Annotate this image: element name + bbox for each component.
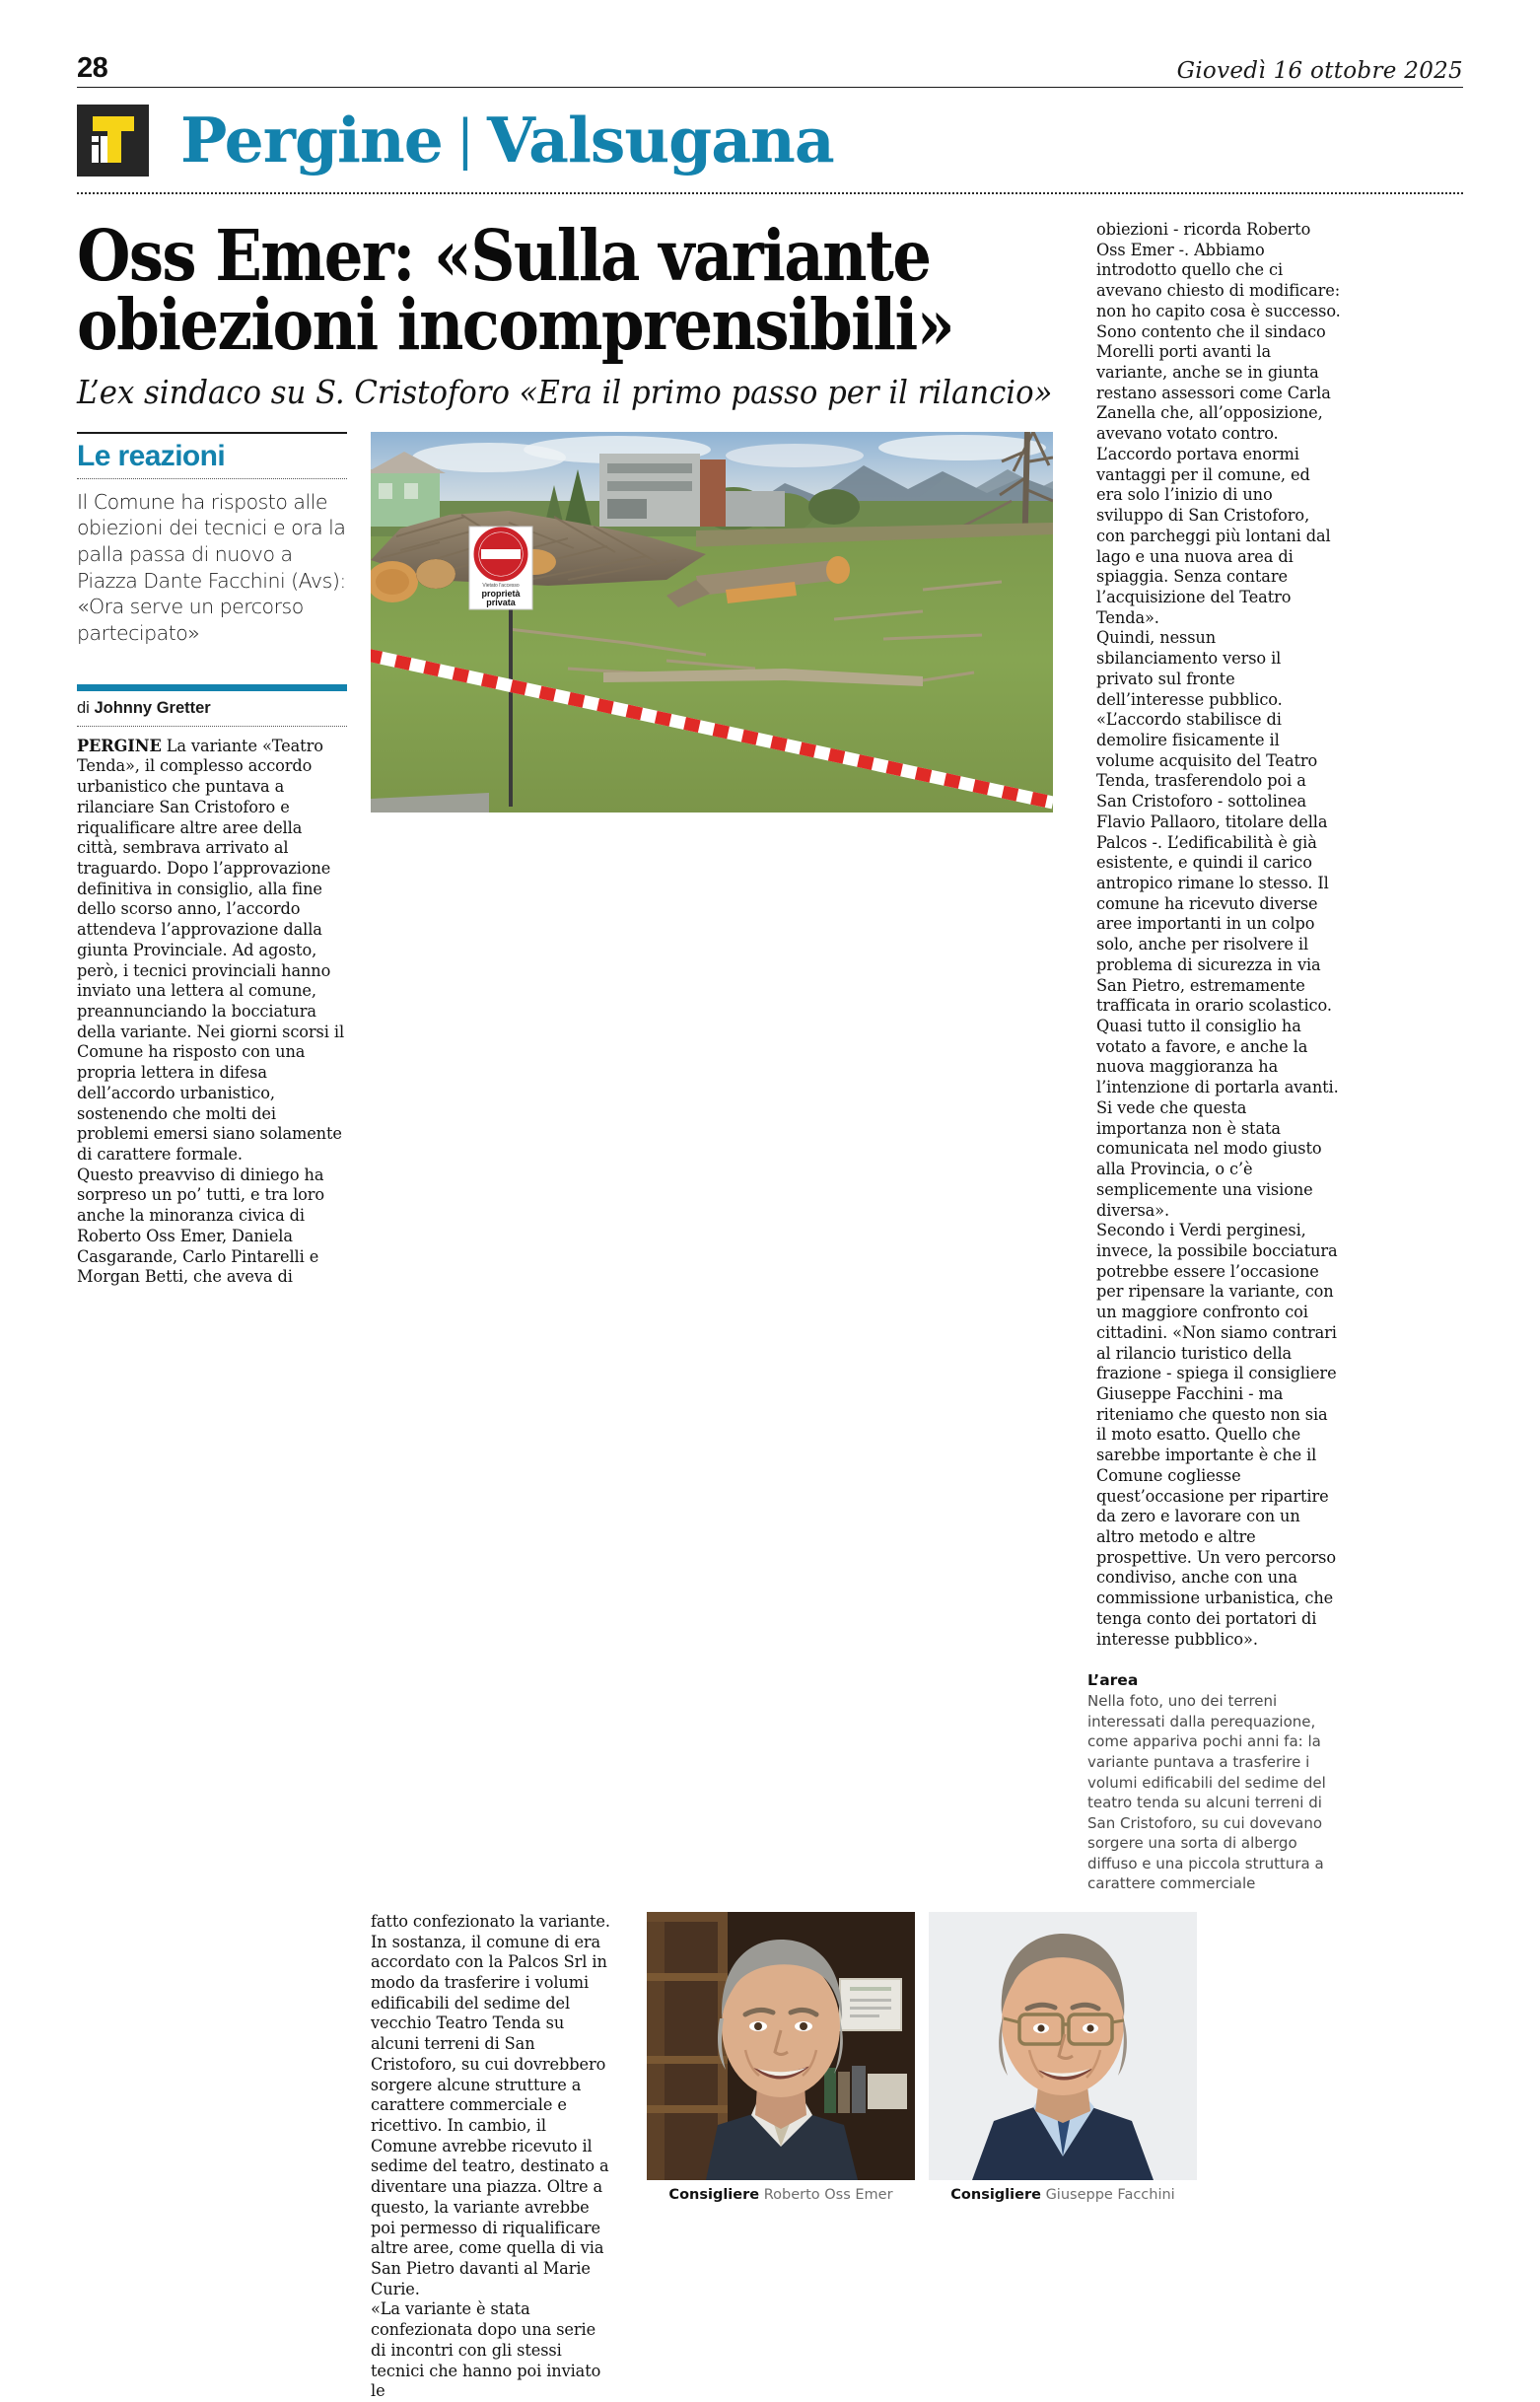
paragraph: Quindi, nessun sbilanciamento verso il privato sul fronte dell’interesse pubblico. «L’accordo stabilisce di demolire fisicamente il volume acquisito del Teatro Tenda, trasferendolo poi a San Cristoforo - sottolinea Flavio Pallaoro, titolare della Palcos -. L’edificabilità è già esistente, e quindi il carico antropico rimane lo stesso. Il comune ha ricevuto diverse aree importanti in un colpo solo, anche per risolvere il problema di sicurezza in via San Pietro, estremamente trafficata in orario scolastico. Quasi tutto il consiglio ha votato a favore, e anche la nuova maggioranza ha l’intenzione di portarla avanti. Si vede che questa importanza non è stata comunicata nel modo giusto alla Provincia, o c’è semplicemente una visione diversa». (1096, 628, 1339, 1221)
portrait-caption (929, 2187, 1197, 2203)
paragraph: fatto confezionato la variante. In sostanza, il comune di era accordato con la Palcos Srl in modo da trasferire i volumi edificabili del sedime del vecchio Teatro Tenda su alcuni terreni di San Cristoforo, su cui dovrebbero sorgere alcune strutture a carattere commerciale e ricettivo. In cambio, il Comune avrebbe ricevuto il sedime del teatro, destinato a diventare una piazza. Oltre a questo, la variante avrebbe poi permesso di riqualificare altre aree, come quella di via San Pietro davanti al Marie Curie. (371, 1911, 610, 2299)
headline-line-1: Oss Emer: «Sulla variante (77, 214, 931, 297)
page-number: 28 (77, 52, 108, 84)
issue-date: Giovedì 16 ottobre 2025 (1176, 58, 1463, 84)
paragraph: «La variante è stata confezionata dopo una serie di incontri con gli stessi tecnici che hanno poi inviato le (371, 2299, 601, 2402)
portrait-role: Consigliere (668, 2186, 760, 2203)
sign-line-3: privata (486, 597, 516, 607)
paragraph: Questo preavviso di diniego ha sorpreso un po’ tutti, e tra loro anche la minoranza civica di Roberto Oss Emer, Daniela Casgarande, Carlo Pintarelli e Morgan Betti, che aveva di (77, 1165, 325, 1288)
byline-dotted-rule (77, 726, 347, 727)
column-left-text (77, 737, 347, 1288)
kicker-dotted-rule (77, 478, 347, 479)
photo-caption-text: Nella foto, uno dei terreni interessati dalla perequazione, come appariva pochi anni fa: la variante puntava a trasferire i volumi edificabili del sedime del teatro tenda su alcuni terreni di San Cristoforo, su cui dovevano sorgere una sorta di albergo diffuso e una piccola struttura a carattere commerciale (1087, 1692, 1326, 1893)
column-center-text (371, 1912, 615, 2402)
byline (77, 699, 347, 718)
section-name-primary: Pergine (180, 104, 443, 177)
page-title (77, 214, 1071, 366)
masthead-top-bar (77, 0, 1463, 88)
dateline: PERGINE (77, 736, 162, 756)
paragraph-text: La variante «Teatro Tenda», il complesso accordo urbanistico che puntava a rilanciare San Cristoforo e riqualificare altre aree della città, sembrava arrivato al traguardo. Dopo l’approvazione definitiva in consiglio, alla fine dello scorso anno, l’accordo attendeva l’approvazione dalla giunta Provinciale. Ad agosto, però, i tecnici provinciali hanno inviato una lettera al comune, preannunciando la bocciatura della variante. Nei giorni scorsi il Comune ha risposto con una propria lettera in difesa dell’accordo urbanistico, sostenendo che molti dei problemi emersi siano solamente di carattere formale. (77, 736, 345, 1165)
column-center (371, 410, 1053, 1288)
kicker-top-rule (77, 432, 347, 434)
sign-line-1: Vietato l'accesso (482, 582, 520, 589)
sign-line-2: proprietà (481, 588, 521, 599)
main-photo (371, 432, 1053, 812)
section-separator-icon: | (455, 108, 474, 171)
portrait-name: Giuseppe Facchini (1045, 2186, 1175, 2203)
masthead-section-bar (77, 88, 1463, 192)
paragraph: Secondo i Verdi perginesi, invece, la possibile bocciatura potrebbe essere l’occasione per ripensare la variante, con un maggiore confronto coi cittadini. «Non siamo contrari al rilancio turistico della frazione - spiega il consigliere Giuseppe Facchini - ma riteniamo che questo non sia il moto esatto. Quello che sarebbe importante è che il Comune cogliesse quest’occasione per ripartire da zero e lavorare con un altro metodo e altre prospettive. Un vero percorso condiviso, anche con una commissione urbanistica, che tenga conto dei portatori di interesse pubblico». (1096, 1221, 1338, 1650)
headline-line-2: obiezioni incomprensibili» (77, 282, 954, 366)
section-name-secondary: Valsugana (487, 104, 834, 177)
column-right-text (1096, 220, 1341, 1650)
column-left (77, 410, 347, 1288)
photo-caption-title: L’area (1087, 1671, 1139, 1690)
portrait-caption (647, 2187, 915, 2203)
paragraph: obiezioni - ricorda Roberto Oss Emer -. Abbiamo introdotto quello che ci avevano chiesto di modificare: non ho capito cosa è successo. Sono contento che il sindaco Morelli porti avanti la variante, anche se in giunta restano assessori come Carla Zanella che, all’opposizione, avevano votato contro. L’accordo portava enormi vantaggi per il comune, ed era solo l’inizio di uno sviluppo di San Cristoforo, con parcheggi più lontani dal lago e una nuova area di spiaggia. Senza contare l’acquisizione del Teatro Tenda». (1096, 220, 1341, 628)
portrait-photo-oss-emer (647, 1912, 915, 2180)
column-right (1096, 194, 1341, 1650)
kicker-label: Le reazioni (77, 439, 226, 472)
paragraph (77, 737, 347, 1166)
article-subhead: L’ex sindaco su S. Cristoforo «Era il primo passo per il rilancio» (77, 373, 1053, 412)
section-heading (180, 104, 834, 177)
lower-center-block (371, 1894, 1175, 2402)
byline-label: di (77, 698, 90, 717)
byline-accent-rule (77, 684, 347, 691)
headline-block (77, 194, 1077, 410)
article-summary: Il Comune ha risposto alle obiezioni dei tecnici e ora la palla passa di nuovo a Piazza Dante Facchini (Avs): «Ora serve un percorso partecipato» (77, 489, 346, 645)
il-t-logo-icon (77, 105, 149, 177)
portrait-card (929, 1912, 1197, 2402)
portrait-group (647, 1912, 1197, 2402)
portrait-name: Roberto Oss Emer (763, 2186, 893, 2203)
portrait-photo-facchini (929, 1912, 1197, 2180)
portrait-card (647, 1912, 915, 2402)
portrait-role: Consigliere (950, 2186, 1041, 2203)
article-grid (77, 194, 1463, 2402)
photo-caption-rail (1077, 1650, 1341, 1893)
byline-author: Johnny Gretter (94, 698, 211, 717)
